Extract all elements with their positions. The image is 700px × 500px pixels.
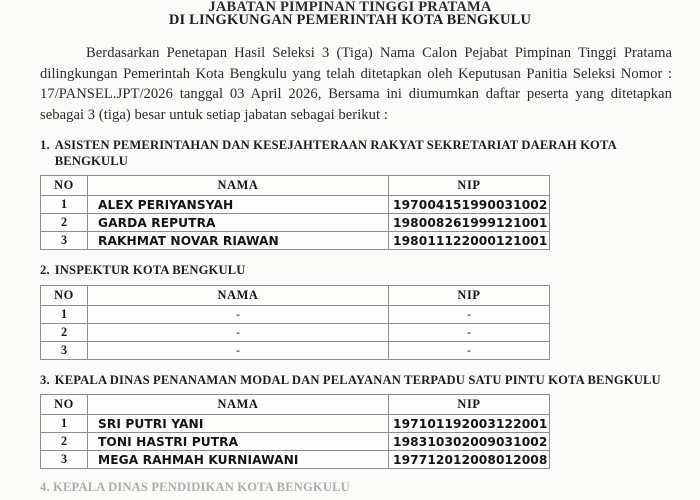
cell-nip: 198011122000121001 (389, 232, 550, 250)
cell-no: 1 (41, 305, 88, 323)
cell-nip: 198310302009031002 (389, 433, 550, 451)
cell-no: 1 (41, 415, 88, 433)
section-2 (0, 263, 700, 360)
cell-no: 2 (41, 214, 88, 232)
cell-nama: MEGA RAHMAH KURNIAWANI (88, 451, 389, 469)
table-row (41, 341, 550, 359)
section-1-number: 1. (40, 138, 50, 152)
section-3-title: KEPALA DINAS PENANAMAN MODAL DAN PELAYANAN TERPADU SATU PINTU KOTA BENGKULU (54, 372, 661, 387)
cell-no: 3 (41, 341, 88, 359)
table-row (41, 323, 550, 341)
cell-nama: SRI PUTRI YANI (88, 415, 389, 433)
document-intro-paragraph: Berdasarkan Penetapan Hasil Seleksi 3 (Tiga) Nama Calon Pejabat Pimpinan Tinggi Pratama dilingkungan Pemerintah Kota Bengkulu yang telah ditetapkan oleh Keputusan Panitia Seleksi Nomor : 17/PANSEL.JPT/2026 tanggal 03 April 2026, Bersama ini diumumkan daftar peserta yang ditetapkan sebagai 3 (tiga) besar untuk setiap jabatan sebagai berikut : (40, 45, 672, 123)
cell-nip: 198008261999121001 (389, 214, 550, 232)
table-row (41, 214, 550, 232)
column-header-nip: NIP (389, 395, 550, 415)
cell-nama: - (88, 323, 389, 341)
cell-nama: GARDA REPUTRA (88, 214, 389, 232)
column-header-nama: NAMA (88, 285, 389, 305)
section-4-heading-clipped: 4. KEPALA DINAS PENDIDIKAN KOTA BENGKULU (40, 480, 350, 494)
cell-nip: 197101192003122001 (389, 415, 550, 433)
section-3-table (40, 394, 550, 469)
section-3-heading (40, 373, 672, 389)
cell-no: 2 (41, 323, 88, 341)
section-3 (0, 373, 700, 470)
table-header-row (41, 176, 550, 196)
section-1-table (40, 175, 550, 250)
cell-nip: - (389, 341, 550, 359)
cell-nama: RAKHMAT NOVAR RIAWAN (88, 232, 389, 250)
cell-no: 3 (41, 232, 88, 250)
cell-nama: ALEX PERIYANSYAH (88, 196, 389, 214)
column-header-no: NO (41, 395, 88, 415)
section-1-heading (40, 138, 672, 169)
cell-nip: - (389, 323, 550, 341)
table-header-row (41, 285, 550, 305)
document-title-line-2: DI LINGKUNGAN PEMERINTAH KOTA BENGKULU (168, 12, 532, 28)
document-title-block (0, 0, 700, 29)
column-header-no: NO (41, 176, 88, 196)
section-2-number: 2. (40, 263, 50, 277)
cell-nama: - (88, 341, 389, 359)
cell-nip: 197712012008012008 (389, 451, 550, 469)
section-2-table (40, 285, 550, 360)
table-row (41, 415, 550, 433)
table-row (41, 433, 550, 451)
column-header-nama: NAMA (88, 176, 389, 196)
column-header-nama: NAMA (88, 395, 389, 415)
table-row (41, 305, 550, 323)
cell-nama: - (88, 305, 389, 323)
table-row (41, 451, 550, 469)
section-3-number: 3. (40, 372, 50, 387)
cell-nama: TONI HASTRI PUTRA (88, 433, 389, 451)
column-header-nip: NIP (389, 285, 550, 305)
cell-nip: - (389, 305, 550, 323)
table-row (41, 232, 550, 250)
section-1 (0, 138, 700, 250)
cell-no: 3 (41, 451, 88, 469)
column-header-no: NO (41, 285, 88, 305)
document-title-line-1: JABATAN PIMPINAN TINGGI PRATAMA (208, 0, 492, 15)
section-1-title: ASISTEN PEMERINTAHAN DAN KESEJAHTERAAN RAKYAT SEKRETARIAT DAERAH KOTA BENGKULU (54, 138, 617, 168)
cell-no: 2 (41, 433, 88, 451)
section-2-heading (40, 263, 672, 279)
column-header-nip: NIP (389, 176, 550, 196)
table-header-row (41, 395, 550, 415)
table-row (41, 196, 550, 214)
cell-nip: 197004151990031002 (389, 196, 550, 214)
section-2-title: INSPEKTUR KOTA BENGKULU (54, 263, 246, 277)
cell-no: 1 (41, 196, 88, 214)
